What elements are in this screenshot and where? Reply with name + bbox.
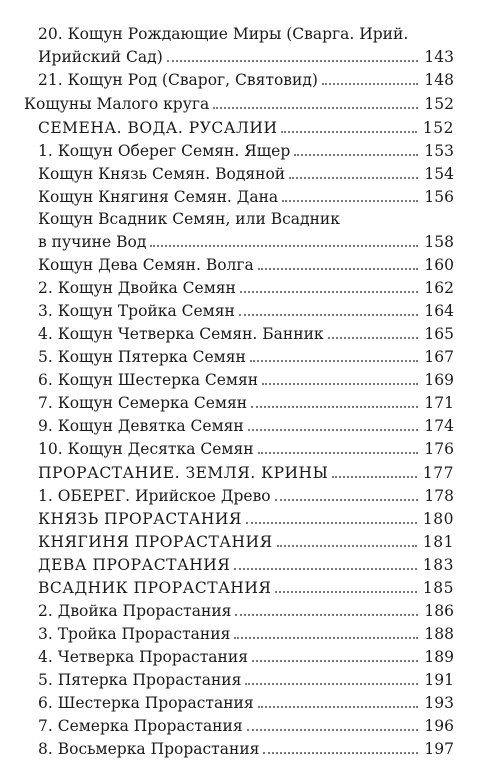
dot-leader [213,107,418,109]
toc-page-number: 158 [424,233,454,251]
toc-page-number: 176 [424,440,454,458]
toc-page-number: 154 [424,165,454,183]
toc-entry-0-line1: 20. Кощун Рождающие Миры (Сварга. Ирий. [38,25,409,43]
toc-entry-title: 8. Восьмерка Прорастания [38,740,260,758]
toc-page-number: 180 [422,510,454,528]
toc-page-number: 181 [422,533,454,551]
toc-page-number: 148 [424,71,454,89]
toc-entry-0 [38,47,454,67]
toc-entry-title: Кощуны Малого круга [24,95,210,113]
toc-entry-4 [38,141,454,161]
dot-leader [258,452,419,454]
toc-page-number: 167 [424,348,454,366]
dot-leader [150,245,418,247]
toc-entry-6 [38,187,454,207]
toc-entry-title: 4. Четверка Прорастания [38,648,248,666]
dot-leader [252,660,418,662]
toc-entry-22 [38,578,454,598]
dot-leader [235,614,418,616]
dot-leader [263,752,418,754]
toc-page-number: 152 [422,119,454,137]
toc-entry-10 [38,301,454,321]
toc-page-number: 196 [424,717,454,735]
toc-entry-title: 1. Кощун Оберег Семян. Ящер [38,142,291,160]
toc-entry-17 [38,463,454,483]
dot-leader [258,706,419,708]
toc-entry-title: 9. Кощун Девятка Семян [38,417,244,435]
dot-leader [240,291,419,293]
toc-entry-13 [38,370,454,390]
dot-leader [245,683,418,685]
toc-entry-20 [38,532,454,552]
toc-section-title: ПРОРАСТАНИЕ. ЗЕМЛЯ. КРИНЫ [38,464,329,482]
toc-section-title: ДЕВА ПРОРАСТАНИЯ [38,556,231,574]
toc-entry-title: 3. Тройка Прорастания [38,625,231,643]
toc-entry-3 [38,118,454,138]
toc-page-number: 185 [422,579,454,597]
dot-leader [247,729,419,731]
dot-leader [294,154,418,156]
toc-page-number: 162 [424,279,454,297]
toc-page-number: 160 [424,256,454,274]
dot-leader [167,60,419,62]
toc-entry-title: Ирийский Сад) [38,48,163,66]
toc-entry-2 [24,94,454,114]
toc-entry-5 [38,164,454,184]
toc-entry-19 [38,509,454,529]
toc-entry-title: 4. Кощун Четверка Семян. Банник [38,325,324,343]
dot-leader [277,545,417,547]
toc-page-number: 178 [424,487,454,505]
toc-entry-15 [38,416,454,436]
toc-entry-26 [38,670,454,690]
dot-leader [275,591,417,593]
toc-entry-title: Кощун Дева Семян. Волга [38,256,254,274]
dot-leader [234,637,418,639]
toc-entry-23 [38,601,454,621]
dot-leader [262,383,418,385]
dot-leader [281,131,416,133]
toc-page-number: 191 [424,671,454,689]
toc-section-title: КНЯЗЬ ПРОРАСТАНИЯ [38,510,242,528]
toc-page-number: 186 [424,602,454,620]
toc-entry-28 [38,716,454,736]
toc-page-number: 183 [422,556,454,574]
toc-entry-title: в пучине Вод [38,233,147,251]
toc-entry-24 [38,624,454,644]
toc-section-title: ВСАДНИК ПРОРАСТАНИЯ [38,579,272,597]
toc-entry-9 [38,278,454,298]
toc-entry-title: 2. Кощун Двойка Семян [38,279,236,297]
toc-page-number: 177 [422,464,454,482]
toc-page-number: 152 [424,95,454,113]
dot-leader [275,499,419,501]
toc-entry-25 [38,647,454,667]
toc-entry-12 [38,347,454,367]
dot-leader [328,337,419,339]
toc-entry-title: 6. Шестерка Прорастания [38,694,254,712]
dot-leader [248,429,419,431]
toc-entry-14 [38,393,454,413]
toc-entry-title: 1. ОБЕРЕГ. Ирийское Древо [38,487,271,505]
dot-leader [332,476,417,478]
toc-page-number: 143 [424,48,454,66]
dot-leader [250,360,419,362]
toc-entry-title: 6. Кощун Шестерка Семян [38,371,259,389]
toc-entry-title: 21. Кощун Род (Сварог, Святовид) [38,71,318,89]
toc-page-number: 153 [424,142,454,160]
toc-entry-title: 5. Кощун Пятерка Семян [38,348,246,366]
toc-page-number: 164 [424,302,454,320]
dot-leader [258,268,419,270]
dot-leader [234,568,417,570]
toc-page-number: 171 [424,394,454,412]
toc-entry-27 [38,693,454,713]
toc-entry-1 [38,70,454,90]
dot-leader [246,522,417,524]
toc-entry-21 [38,555,454,575]
dot-leader [289,177,418,179]
toc-entry-title: 7. Кощун Семерка Семян [38,394,248,412]
toc-entry-title: 7. Семерка Прорастания [38,717,243,735]
toc-section-title: СЕМЕНА. ВОДА. РУСАЛИИ [38,119,278,137]
toc-entry-18 [38,486,454,506]
toc-page-number: 165 [424,325,454,343]
toc-page-number: 193 [424,694,454,712]
toc-entry-11 [38,324,454,344]
toc-page-number: 188 [424,625,454,643]
toc-entry-7-line1: Кощун Всадник Семян, или Всадник [38,210,340,228]
toc-entry-8 [38,255,454,275]
toc-page-number: 169 [424,371,454,389]
toc-page-number: 156 [424,188,454,206]
toc-page-number: 189 [424,648,454,666]
toc-section-title: КНЯГИНЯ ПРОРАСТАНИЯ [38,533,273,551]
toc-entry-29 [38,739,454,759]
toc-entry-title: Кощун Княгиня Семян. Дана [38,188,279,206]
dot-leader [322,83,418,85]
toc-entry-title: 10. Кощун Десятка Семян [38,440,254,458]
toc-entry-7 [38,232,454,252]
toc-entry-title: Кощун Князь Семян. Водяной [38,165,286,183]
toc-page-number: 197 [424,740,454,758]
dot-leader [251,406,418,408]
dot-leader [282,200,418,202]
toc-entry-title: 3. Кощун Тройка Семян [38,302,235,320]
toc-entry-16 [38,439,454,459]
toc-entry-title: 5. Пятерка Прорастания [38,671,242,689]
toc-entry-title: 2. Двойка Прорастания [38,602,232,620]
dot-leader [239,314,419,316]
toc-page-number: 174 [424,417,454,435]
